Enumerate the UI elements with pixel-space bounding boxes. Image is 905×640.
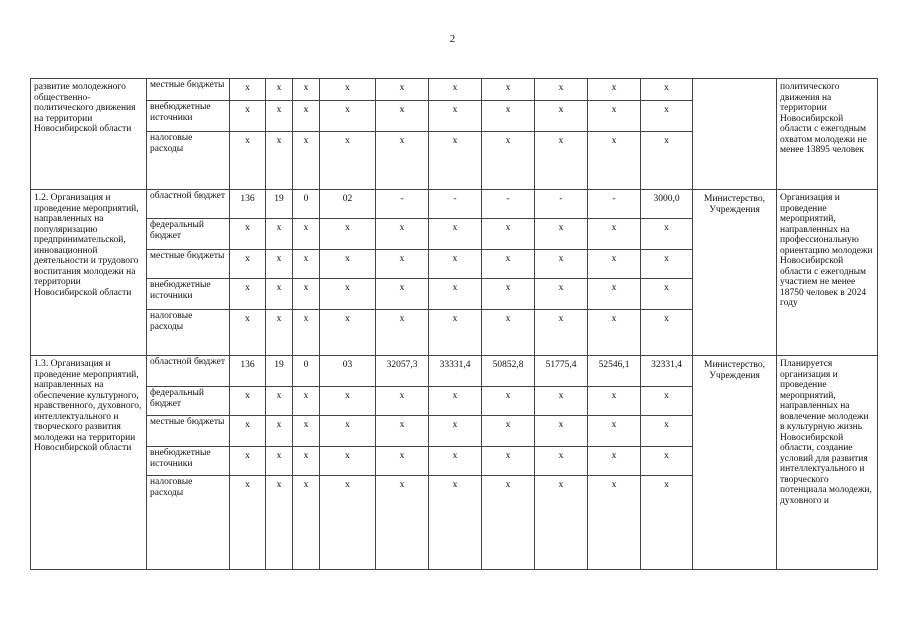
value-cell: x <box>376 279 429 310</box>
value-cell: x <box>482 310 535 356</box>
value-cell: x <box>266 387 293 416</box>
value-cell: x <box>293 476 320 570</box>
measure-name: развитие молодежного общественно-политического движения на территории Новосибирской области <box>31 79 147 190</box>
value-cell: x <box>535 447 588 476</box>
funding-source: местные бюджеты <box>147 416 230 447</box>
value-cell: x <box>588 101 641 132</box>
value-cell: x <box>376 101 429 132</box>
value-cell: x <box>376 387 429 416</box>
value-cell: x <box>293 219 320 250</box>
value-cell: x <box>482 387 535 416</box>
expected-result: политического движения на территории Новосибирской области с ежегодным охватом молодежи не менее 13895 человек <box>777 79 878 190</box>
value-cell: 32057,3 <box>376 356 429 387</box>
value-cell: x <box>482 476 535 570</box>
measure-name: 1.2. Организация и проведение мероприятий, направленных на популяризацию предпринимательской, инновационной деятельности и трудового воспитания молодежи на территории Новосибирской области <box>31 190 147 356</box>
value-cell: x <box>429 387 482 416</box>
value-cell: x <box>535 279 588 310</box>
value-cell: x <box>320 310 376 356</box>
value-cell: x <box>266 250 293 279</box>
value-cell: x <box>376 219 429 250</box>
value-cell: x <box>230 279 266 310</box>
value-cell: 19 <box>266 356 293 387</box>
value-cell: x <box>588 132 641 190</box>
value-cell: x <box>588 79 641 101</box>
value-cell: x <box>588 476 641 570</box>
value-cell: 3000,0 <box>641 190 693 219</box>
value-cell: x <box>535 416 588 447</box>
value-cell: x <box>320 447 376 476</box>
value-cell: x <box>293 101 320 132</box>
table-row <box>31 356 878 387</box>
value-cell: x <box>320 279 376 310</box>
value-cell: x <box>641 279 693 310</box>
funding-source: налоговые расходы <box>147 476 230 570</box>
funding-source: областной бюджет <box>147 356 230 387</box>
value-cell: x <box>266 476 293 570</box>
value-cell: x <box>588 387 641 416</box>
value-cell: x <box>588 250 641 279</box>
value-cell: x <box>293 79 320 101</box>
value-cell: x <box>588 279 641 310</box>
value-cell: x <box>320 132 376 190</box>
value-cell: x <box>588 416 641 447</box>
value-cell: x <box>641 387 693 416</box>
funding-source: внебюджетные источники <box>147 279 230 310</box>
value-cell: x <box>320 219 376 250</box>
value-cell: x <box>376 132 429 190</box>
value-cell: 50852,8 <box>482 356 535 387</box>
value-cell: - <box>482 190 535 219</box>
value-cell: x <box>535 387 588 416</box>
value-cell: x <box>230 416 266 447</box>
value-cell: x <box>641 447 693 476</box>
value-cell: 03 <box>320 356 376 387</box>
value-cell: x <box>535 219 588 250</box>
program-table <box>30 78 878 570</box>
value-cell: x <box>293 416 320 447</box>
value-cell: x <box>429 132 482 190</box>
value-cell: x <box>641 310 693 356</box>
value-cell: x <box>320 476 376 570</box>
funding-source: областной бюджет <box>147 190 230 219</box>
value-cell: x <box>293 250 320 279</box>
value-cell: x <box>320 101 376 132</box>
value-cell: x <box>641 219 693 250</box>
value-cell: x <box>535 101 588 132</box>
value-cell: x <box>588 219 641 250</box>
value-cell: - <box>535 190 588 219</box>
value-cell: x <box>641 476 693 570</box>
value-cell: x <box>429 279 482 310</box>
value-cell: x <box>293 447 320 476</box>
value-cell: 33331,4 <box>429 356 482 387</box>
value-cell: x <box>230 132 266 190</box>
value-cell: x <box>588 447 641 476</box>
value-cell: 136 <box>230 190 266 219</box>
value-cell: x <box>376 447 429 476</box>
value-cell: x <box>376 416 429 447</box>
value-cell: x <box>230 476 266 570</box>
funding-source: внебюджетные источники <box>147 101 230 132</box>
page-number: 2 <box>449 33 456 45</box>
value-cell: x <box>641 250 693 279</box>
value-cell: x <box>230 447 266 476</box>
value-cell: 136 <box>230 356 266 387</box>
value-cell: x <box>482 79 535 101</box>
table-row <box>31 190 878 219</box>
value-cell: x <box>641 79 693 101</box>
value-cell: x <box>429 219 482 250</box>
value-cell: x <box>376 250 429 279</box>
value-cell: x <box>376 79 429 101</box>
funding-source: налоговые расходы <box>147 132 230 190</box>
value-cell: x <box>482 250 535 279</box>
value-cell: x <box>482 101 535 132</box>
funding-source: федеральный бюджет <box>147 387 230 416</box>
value-cell: x <box>641 101 693 132</box>
value-cell: x <box>266 447 293 476</box>
value-cell: x <box>429 79 482 101</box>
value-cell: x <box>376 310 429 356</box>
value-cell: x <box>482 416 535 447</box>
value-cell: x <box>293 279 320 310</box>
value-cell: x <box>230 310 266 356</box>
value-cell: 32331,4 <box>641 356 693 387</box>
executor <box>693 79 777 190</box>
value-cell: x <box>588 310 641 356</box>
value-cell: x <box>429 416 482 447</box>
value-cell: x <box>641 132 693 190</box>
value-cell: x <box>320 416 376 447</box>
value-cell: x <box>429 310 482 356</box>
value-cell: x <box>429 476 482 570</box>
expected-result: Организация и проведение мероприятий, направленных на профессиональную ориентацию молодежи Новосибирской области с ежегодным участием не менее 18750 человек в 2024 году <box>777 190 878 356</box>
value-cell: x <box>535 476 588 570</box>
value-cell: x <box>230 387 266 416</box>
funding-source: внебюджетные источники <box>147 447 230 476</box>
value-cell: x <box>293 310 320 356</box>
value-cell: x <box>230 250 266 279</box>
funding-source: федеральный бюджет <box>147 219 230 250</box>
value-cell: x <box>482 132 535 190</box>
value-cell: x <box>320 387 376 416</box>
value-cell: x <box>320 79 376 101</box>
value-cell: x <box>429 250 482 279</box>
value-cell: x <box>320 250 376 279</box>
funding-source: местные бюджеты <box>147 79 230 101</box>
value-cell: x <box>266 416 293 447</box>
value-cell: 0 <box>293 190 320 219</box>
value-cell: x <box>482 279 535 310</box>
value-cell: x <box>429 101 482 132</box>
value-cell: 02 <box>320 190 376 219</box>
value-cell: x <box>266 279 293 310</box>
value-cell: x <box>429 447 482 476</box>
value-cell: - <box>429 190 482 219</box>
value-cell: x <box>482 219 535 250</box>
value-cell: x <box>266 101 293 132</box>
value-cell: x <box>535 79 588 101</box>
value-cell: x <box>641 416 693 447</box>
value-cell: - <box>588 190 641 219</box>
value-cell: x <box>293 132 320 190</box>
value-cell: x <box>482 447 535 476</box>
expected-result: Планируется организация и проведение мероприятий, направленных на вовлечение молодежи в культурную жизнь Новосибирской области, создание условий для развития интеллектуального и творческого потенциала молодежи, духовного и <box>777 356 878 570</box>
value-cell: 52546,1 <box>588 356 641 387</box>
table-row <box>31 79 878 101</box>
executor: Министерство, Учреждения <box>693 190 777 356</box>
value-cell: x <box>535 250 588 279</box>
value-cell: x <box>535 310 588 356</box>
measure-name: 1.3. Организация и проведение мероприятий, направленных на обеспечение культурного, нравственного, духовного, интеллектуального и творческого развития молодежи на территории Новосибирской области <box>31 356 147 570</box>
value-cell: x <box>293 387 320 416</box>
value-cell: x <box>230 101 266 132</box>
funding-source: местные бюджеты <box>147 250 230 279</box>
value-cell: x <box>376 476 429 570</box>
value-cell: x <box>266 79 293 101</box>
value-cell: - <box>376 190 429 219</box>
value-cell: x <box>266 219 293 250</box>
value-cell: x <box>230 219 266 250</box>
value-cell: x <box>230 79 266 101</box>
table-body <box>31 79 878 570</box>
value-cell: 51775,4 <box>535 356 588 387</box>
value-cell: x <box>266 310 293 356</box>
value-cell: x <box>535 132 588 190</box>
funding-source: налоговые расходы <box>147 310 230 356</box>
executor: Министерство, Учреждения <box>693 356 777 570</box>
value-cell: 0 <box>293 356 320 387</box>
value-cell: 19 <box>266 190 293 219</box>
value-cell: x <box>266 132 293 190</box>
